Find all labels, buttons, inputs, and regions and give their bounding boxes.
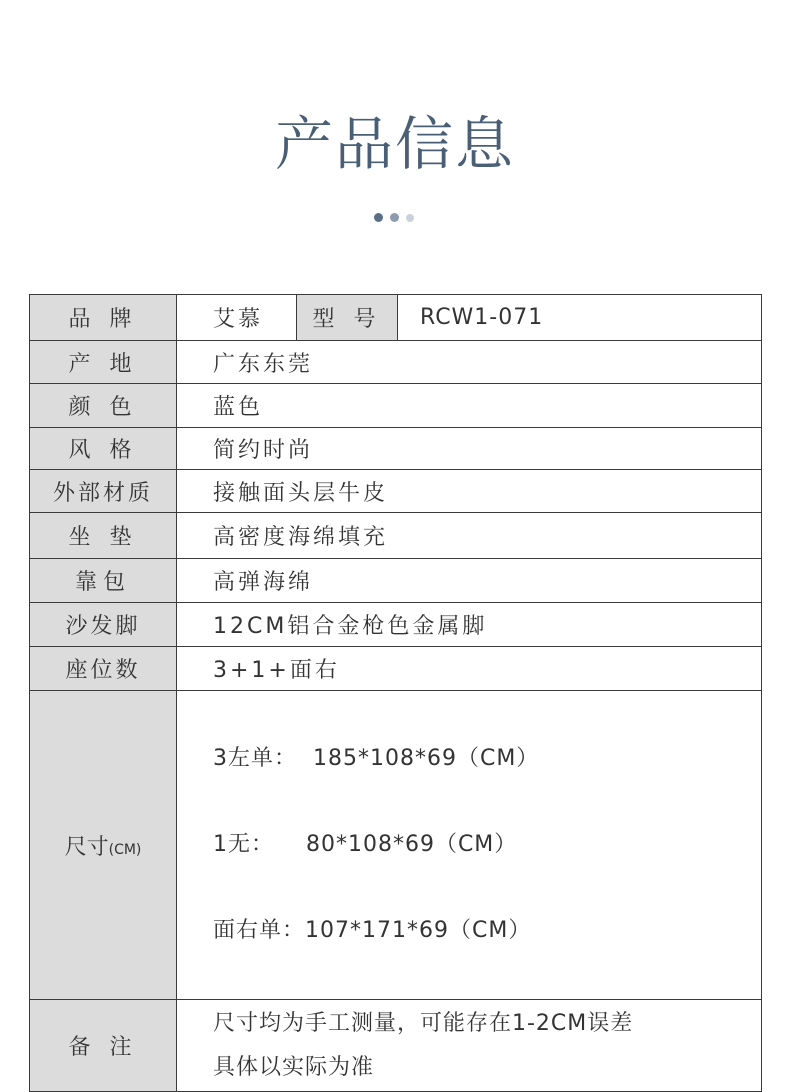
brand-value: 艾慕 [177,295,297,341]
style-label: 风 格 [30,428,177,470]
notes-label: 备 注 [30,1000,177,1092]
dot-indicator-1 [374,213,383,222]
table-row [30,341,762,384]
dot-indicator-3 [406,214,414,222]
table-row [30,295,762,341]
size-line: 3左单： 185*108*69（CM） [213,746,540,771]
size-line: 面右单：107*171*69（CM） [213,918,532,943]
color-label: 颜 色 [30,384,177,428]
material-label: 外部材质 [30,470,177,513]
style-value: 简约时尚 [177,428,762,470]
size-label [30,691,177,1000]
carousel-dots [374,212,418,224]
size-label-text: 尺寸 [64,834,109,860]
pillow-value: 高弹海绵 [177,559,762,603]
brand-label: 品 牌 [30,295,177,341]
model-value: RCW1-071 [398,295,762,341]
seats-value: 3+1+面右 [177,647,762,691]
table-row [30,603,762,647]
note-line: 尺寸均为手工测量，可能存在1-2CM误差 [213,1010,634,1036]
size-label-unit: (CM) [108,841,142,858]
origin-label: 产 地 [30,341,177,384]
legs-label: 沙发脚 [30,603,177,647]
legs-value: 12CM铝合金枪色金属脚 [177,603,762,647]
cushion-label: 坐 垫 [30,513,177,559]
table-row [30,559,762,603]
product-spec-table [29,294,762,1092]
pillow-label: 靠包 [30,559,177,603]
color-value: 蓝色 [177,384,762,428]
table-row [30,691,762,1000]
size-line: 1无： 80*108*69（CM） [213,832,518,857]
dot-indicator-2 [390,213,399,222]
model-label: 型 号 [297,295,398,341]
origin-value: 广东东莞 [177,341,762,384]
seats-label: 座位数 [30,647,177,691]
cushion-value: 高密度海绵填充 [177,513,762,559]
size-value [177,691,762,1000]
table-row [30,470,762,513]
material-value: 接触面头层牛皮 [177,470,762,513]
table-row [30,1000,762,1092]
table-row [30,428,762,470]
table-row [30,647,762,691]
note-line: 具体以实际为准 [213,1054,375,1080]
table-row [30,513,762,559]
table-row [30,384,762,428]
notes-value [177,1000,762,1092]
page-title: 产品信息 [274,110,515,178]
